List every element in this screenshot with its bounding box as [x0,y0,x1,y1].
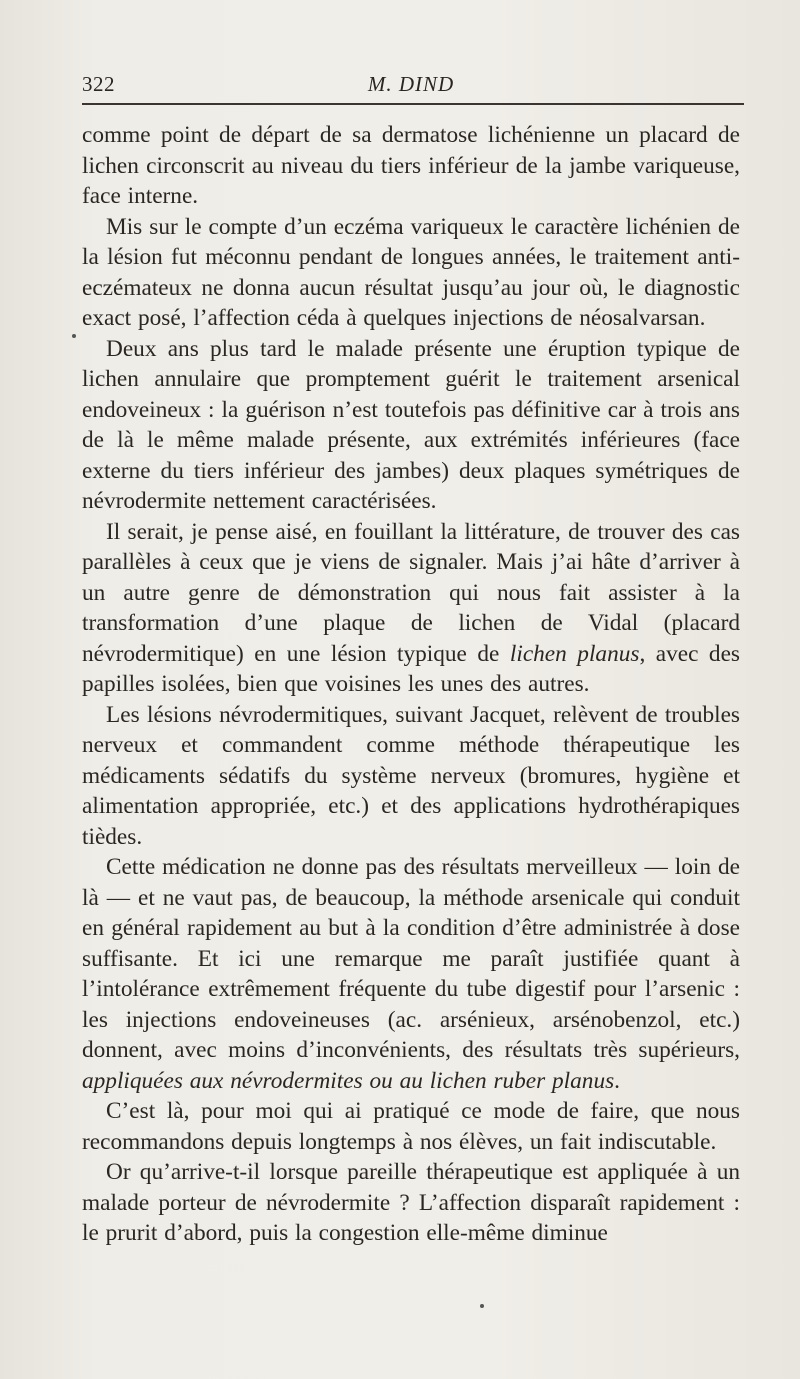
paragraph-p5 [82,700,740,853]
text-run: Deux ans plus tard le malade présente une éruption typique de lichen annulaire que promptement guérit le traitement arsenical endoveineux : la guérison n’est toutefois pas définitive car à trois ans de là le même malade présente, aux extrémités inférieures (face externe du tiers inférieur des jambes) deux plaques symétriques de névrodermite nettement caractérisées. [82,335,740,514]
italic-phrase: appliquées aux névrodermites ou au lichen ruber planus [82,1067,615,1094]
print-speck [72,334,76,338]
text-run: comme point de départ de sa dermatose lichénienne un placard de lichen circonscrit au niveau du tiers inférieur de la jambe variqueuse, face interne. [82,122,740,209]
paragraph-p2 [82,212,740,334]
paragraph-p6 [82,852,740,1096]
text-run: Or qu’arrive-t-il lorsque pareille thérapeutique est appliquée à un malade porteur de névrodermite ? L’affection disparaît rapidement : le prurit d’abord, puis la congestion elle-même diminue [82,1159,740,1246]
page-header [82,72,740,102]
running-head: M. DIND [367,72,455,96]
print-speck [480,1304,484,1308]
header-rule [82,103,744,105]
text-run: Il serait, je pense aisé, en fouillant la littérature, de trouver des cas parallèles à ceux que je viens de signaler. Mais j’ai hâte d’arriver à un autre genre de démonstration qui nous fait assister à la transformation d’une plaque de lichen de Vidal (placard névrodermitique) en une lésion typique de [82,518,740,667]
page-number: 322 [82,72,115,96]
text-run: Cette médication ne donne pas des résultats merveilleux — loin de là — et ne vaut pas, de beaucoup, la méthode arsenicale qui conduit en général rapidement au but à la condition d’être administrée à dose suffisante. Et ici une remarque me paraît justifiée quant à l’intolérance extrêmement fréquente du tube digestif pour l’arsenic : les injections endoveineuses (ac. arsénieux, arsénobenzol, etc.) donnent, avec moins d’inconvénients, des résultats très supérieurs, [82,854,740,1063]
text-run: Mis sur le compte d’un eczéma variqueux le caractère lichénien de la lésion fut méconnu pendant de longues années, le traitement anti-eczémateux ne donna aucun résultat jusqu’au jour où, le diagnostic exact posé, l’affection céda à quelques injections de néosalvarsan. [82,213,740,331]
body-text [82,120,740,1249]
italic-phrase: lichen planus [509,640,640,667]
text-run: , avec des papilles isolées, bien que voisines les unes des autres. [82,640,740,697]
paragraph-p7 [82,1096,740,1157]
paragraph-p8 [82,1157,740,1249]
text-run: . [614,1067,620,1094]
paragraph-p1 [82,120,740,212]
paragraph-p3 [82,334,740,517]
paragraph-p4 [82,517,740,700]
text-run: C’est là, pour moi qui ai pratiqué ce mode de faire, que nous recommandons depuis longtemps à nos élèves, un fait indiscutable. [82,1098,740,1155]
text-run: Les lésions névrodermitiques, suivant Jacquet, relèvent de troubles nerveux et commandent comme méthode thérapeutique les médicaments sédatifs du système nerveux (bromures, hygiène et alimentation appropriée, etc.) et des applications hydrothérapiques tièdes. [82,701,740,850]
